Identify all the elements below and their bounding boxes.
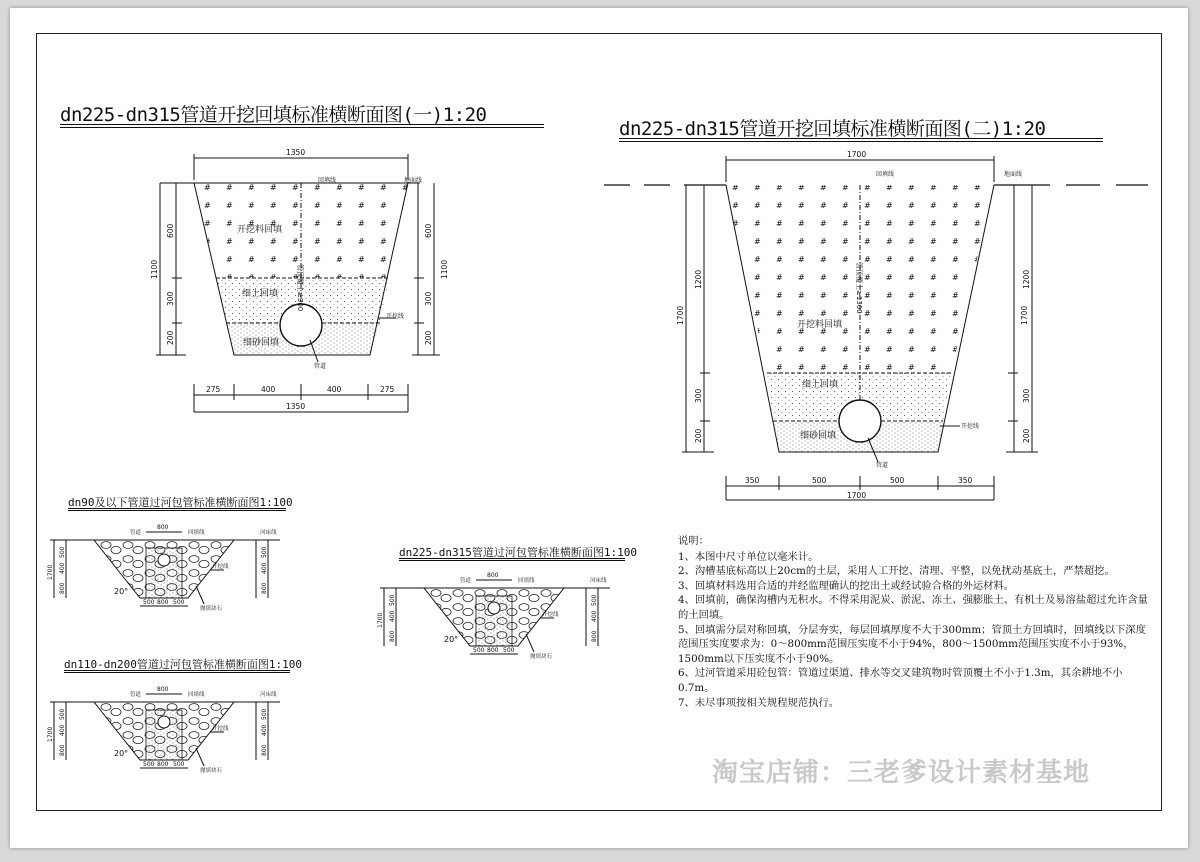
s1-right-total: 1100 [440,259,449,279]
s2-fine-soil-label: 细土回填 [802,380,839,390]
notes-title: 说明： [678,535,709,547]
s1-top-width: 1350 [286,148,306,157]
river-block-stone-label: 抛填块石 [530,654,553,660]
note-7: 7、未尽事项按相关规程规范执行。 [678,696,840,709]
river-pipe-label: 管道 [130,530,142,536]
s2-top-width: 1700 [847,150,867,159]
river-riverbed-label: 河床线 [590,578,607,584]
s2-right-total: 1700 [1020,305,1029,325]
river-block-stone-label: 抛填块石 [200,768,223,774]
s1-right-dim-1: 600 [424,223,433,238]
s2-right-dim-1: 1200 [1022,269,1031,289]
s1-bottom-dim-4: 275 [380,385,395,394]
section-2 [604,156,1148,500]
river-right-dim-2: 400 [261,562,268,574]
s1-bottom-dim-1: 275 [206,385,221,394]
river-right-dim-2: 400 [591,610,598,622]
river-total-dim: 1700 [377,612,384,628]
river-right-dim-1: 500 [591,594,598,606]
note-3: 3、回填材料选用合适的并经监理确认的挖出土或经试验合格的外运材料。 [678,579,1015,592]
river-total-dim: 1700 [47,564,54,580]
river-base-line-label: 开挖线 [212,726,229,732]
title-section-2: dn225-dn315管道开挖回填标准横断面图(二)1:20 [619,118,1046,140]
s1-ground-line: 地面线 [404,177,423,184]
s2-fine-sand-label: 细砂回填 [800,431,837,441]
river-total-dim: 1700 [47,726,54,742]
river-leader-stone [526,634,534,652]
river-top-dim: 800 [157,524,169,531]
s2-bottom-dim-3: 500 [890,476,905,485]
river-left-dim-3: 800 [59,582,66,594]
river-right-dim-2: 400 [261,724,268,736]
s2-backfill-line: 回填线 [876,171,895,178]
s2-bottom-dim-2: 500 [812,476,827,485]
river-pipe [158,554,170,566]
river-riverbed-label: 河床线 [260,692,277,698]
river-right-dim-3: 800 [261,582,268,594]
title-section-1: dn225-dn315管道开挖回填标准横断面图(一)1:20 [60,104,487,126]
s1-backfill-line: 回填线 [318,177,337,184]
s1-right-dim-2: 300 [424,291,433,306]
s1-left-dim-2: 300 [166,291,175,306]
river-left-dim-3: 800 [59,744,66,756]
s1-right-dim-3: 200 [424,330,433,345]
river-left-dim-2: 400 [59,724,66,736]
river-backfill-label: 回填线 [188,692,205,698]
s2-base-line: 开挖线 [961,423,980,430]
river-angle-label: 20° [114,749,129,758]
river-left-dim-2: 400 [59,562,66,574]
river-bottom-dim-3: 500 [503,647,515,654]
notes-block [678,534,1156,710]
title-river-small: dn90及以下管道过河包管标准横断面图1:100 [68,496,293,509]
s1-bottom-dim-3: 400 [327,385,342,394]
s2-pipe-cover: 管顶覆土≥1300 [855,262,863,314]
river-block-stone-label: 抛填块石 [200,606,223,612]
river-top-dim: 800 [487,572,499,579]
s2-left-total: 1700 [676,305,685,325]
river-bottom-dim-1: 500 [143,599,155,606]
s1-bottom-dim-2: 400 [261,385,276,394]
s2-excavated-fill-label: 开挖料回填 [797,320,843,330]
title-river-mid: dn225-dn315管道过河包管标准横断面图1:100 [399,546,637,559]
s1-left-total: 1100 [150,259,159,279]
river-right-dim-3: 800 [261,744,268,756]
river-bottom-dim-2: 800 [157,761,169,768]
s2-left-dim-3: 200 [694,428,703,443]
s2-bottom-dim-1: 350 [745,476,760,485]
river-left-dim-1: 500 [59,708,66,720]
river-top-dim: 800 [157,686,169,693]
s1-fine-soil-label: 细土回填 [242,289,279,299]
note-4: 4、回填前，确保沟槽内无积水。不得采用泥炭、淤泥、冻土、强膨胀土、有机土及易溶盐超过允许含量的土回填。 [678,594,1148,621]
river-right-dim-1: 500 [261,546,268,558]
river-pipe-label: 管道 [460,578,472,584]
title-river-large: dn110-dn200管道过河包管标准横断面图1:100 [64,658,302,671]
river-pipe [488,602,500,614]
river-bottom-dim-3: 500 [173,599,185,606]
s2-bottom-dim-4: 350 [958,476,973,485]
s2-ground-line: 地面线 [1004,171,1023,178]
river-base-line-label: 开挖线 [212,564,229,570]
s2-pipe [839,400,881,442]
s2-right-dim-3: 200 [1022,428,1031,443]
note-6: 6、过河管道采用砼包管：管道过渠道、排水等交叉建筑物时管顶覆土不小于1.3m，其余耕地不小0.7m。 [678,667,1123,694]
river-left-dim-2: 400 [389,610,396,622]
s1-pipe-cover: 管顶覆土≥900 [296,264,304,312]
note-2: 2、沟槽基底标高以上20cm的土层，采用人工开挖、清理、平整，以免扰动基底土，严禁超挖。 [678,565,1115,578]
note-5: 5、回填需分层对称回填，分层夯实，每层回填厚度不大于300mm；管顶土方回填时，回填线以下深度范围压实度要求为：0～800mm范围压实度不小于94%，800～1500mm范围压实度不小于93%，1500mm以下压实度不小于90%。 [678,623,1146,665]
river-section-large [47,686,280,774]
river-left-dim-3: 800 [389,630,396,642]
river-left-dim-1: 500 [389,594,396,606]
river-backfill-label: 回填线 [188,530,205,536]
river-bottom-dim-2: 800 [487,647,499,654]
s1-left-dim-3: 200 [166,330,175,345]
river-bottom-dim-1: 500 [473,647,485,654]
s1-fine-sand-label: 细砂回填 [243,338,280,348]
s1-pipe-label: 管道 [314,363,327,370]
river-riverbed-label: 河床线 [260,530,277,536]
river-bottom-dim-3: 500 [173,761,185,768]
s1-left-dim-1: 600 [166,223,175,238]
river-section-small [47,524,280,612]
s1-base-line: 开挖线 [386,313,405,320]
s1-bottom-width: 1350 [286,402,306,411]
river-backfill-label: 回填线 [518,578,535,584]
s2-left-dim-1: 1200 [694,269,703,289]
s2-left-dim-2: 300 [694,388,703,403]
river-base-line-label: 开挖线 [542,612,559,618]
s2-pipe-label: 管道 [876,462,889,469]
river-left-dim-1: 500 [59,546,66,558]
river-bottom-dim-2: 800 [157,599,169,606]
s1-excavated-fill-label: 开挖料回填 [237,225,283,235]
river-leader-stone [196,586,204,604]
s2-right-dim-2: 300 [1022,388,1031,403]
river-pipe [158,716,170,728]
river-angle-label: 20° [444,635,459,644]
note-1: 1、本图中尺寸单位以毫米计。 [678,550,819,563]
watermark: 淘宝店铺：三老爹设计素材基地 [712,758,1091,788]
river-right-dim-1: 500 [261,708,268,720]
river-pipe-label: 管道 [130,692,142,698]
river-bottom-dim-1: 500 [143,761,155,768]
river-section-mid [377,572,610,660]
river-leader-stone [196,748,204,766]
river-angle-label: 20° [114,587,129,596]
s2-bottom-width: 1700 [847,491,867,500]
river-right-dim-3: 800 [591,630,598,642]
